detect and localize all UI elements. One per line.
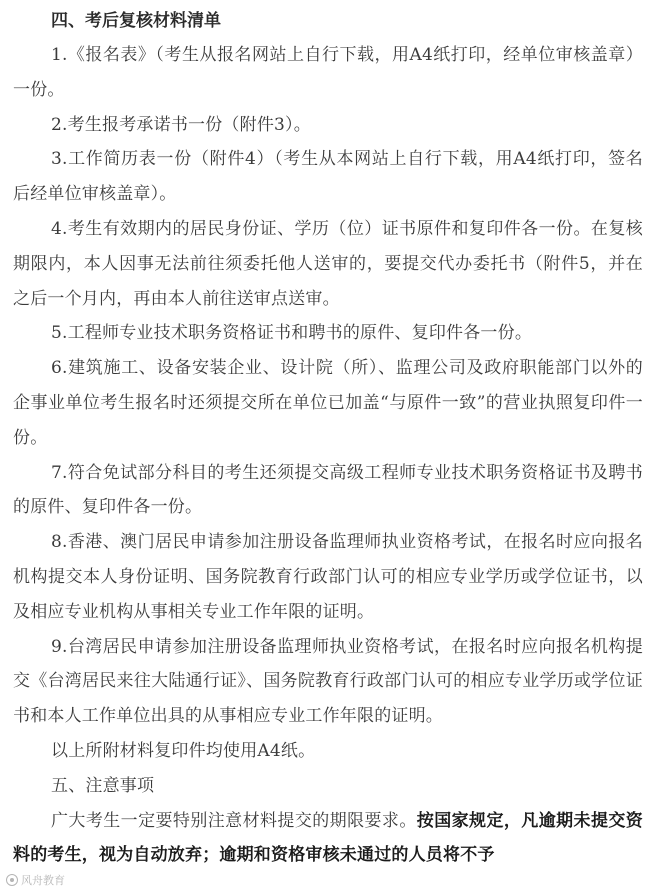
list-item-5: 5.工程师专业技术职务资格证书和聘书的原件、复印件各一份。 <box>51 323 533 344</box>
document-content <box>13 4 643 873</box>
list-item-7: 7.符合免试部分科目的考生还须提交高级工程师专业技术职务资格证书及聘书的原件、复印件各一份。 <box>13 462 643 518</box>
list-item-6: 6.建筑施工、设备安装企业、设计院（所）、监理公司及政府职能部门以外的企事业单位考生报名时还须提交所在单位已加盖“与原件一致”的营业执照复印件一份。 <box>13 358 643 448</box>
notice-bold-text: 按国家规定，凡逾期未提交资料的考生，视为自动放弃；逾期和资格审核未通过的人员将不予 <box>13 810 643 866</box>
watermark-text: 风舟教育 <box>21 874 65 887</box>
section-4-heading: 四、考后复核材料清单 <box>51 11 221 31</box>
notice-normal-text: 广大考生一定要特别注意材料提交的期限要求。 <box>51 810 417 831</box>
watermark-logo-icon <box>6 874 18 886</box>
section-5-heading: 五、注意事项 <box>51 775 155 796</box>
a4-paper-note: 以上所附材料复印件均使用A4纸。 <box>51 740 316 761</box>
list-item-8: 8.香港、澳门居民申请参加注册设备监理师执业资格考试，在报名时应向报名机构提交本人身份证明、国务院教育行政部门认可的相应专业学历或学位证书，以及相应专业机构从事相关专业工作年限的证明。 <box>13 532 643 622</box>
list-item-4: 4.考生有效期内的居民身份证、学历（位）证书原件和复印件各一份。在复核期限内，本人因事无法前往须委托他人送审的，要提交代办委托书（附件5，并在之后一个月内，再由本人前往送审点送审。 <box>13 218 643 309</box>
list-item-9: 9.台湾居民申请参加注册设备监理师执业资格考试，在报名时应向报名机构提交《台湾居民来往大陆通行证》、国务院教育行政部门认可的相应专业学历或学位证书和本人工作单位出具的从事相应专业工作年限的证明。 <box>13 636 643 727</box>
list-item-2: 2.考生报考承诺书一份（附件3）。 <box>51 114 311 135</box>
list-item-1: 1.《报名表》（考生从报名网站上自行下载，用A4纸打印，经单位审核盖章）一份。 <box>13 45 643 100</box>
list-item-3: 3.工作简历表一份（附件4）（考生从本网站上自行下载，用A4纸打印，签名后经单位审核盖章）。 <box>13 149 643 205</box>
notice-paragraph <box>13 804 643 874</box>
watermark <box>6 872 65 888</box>
